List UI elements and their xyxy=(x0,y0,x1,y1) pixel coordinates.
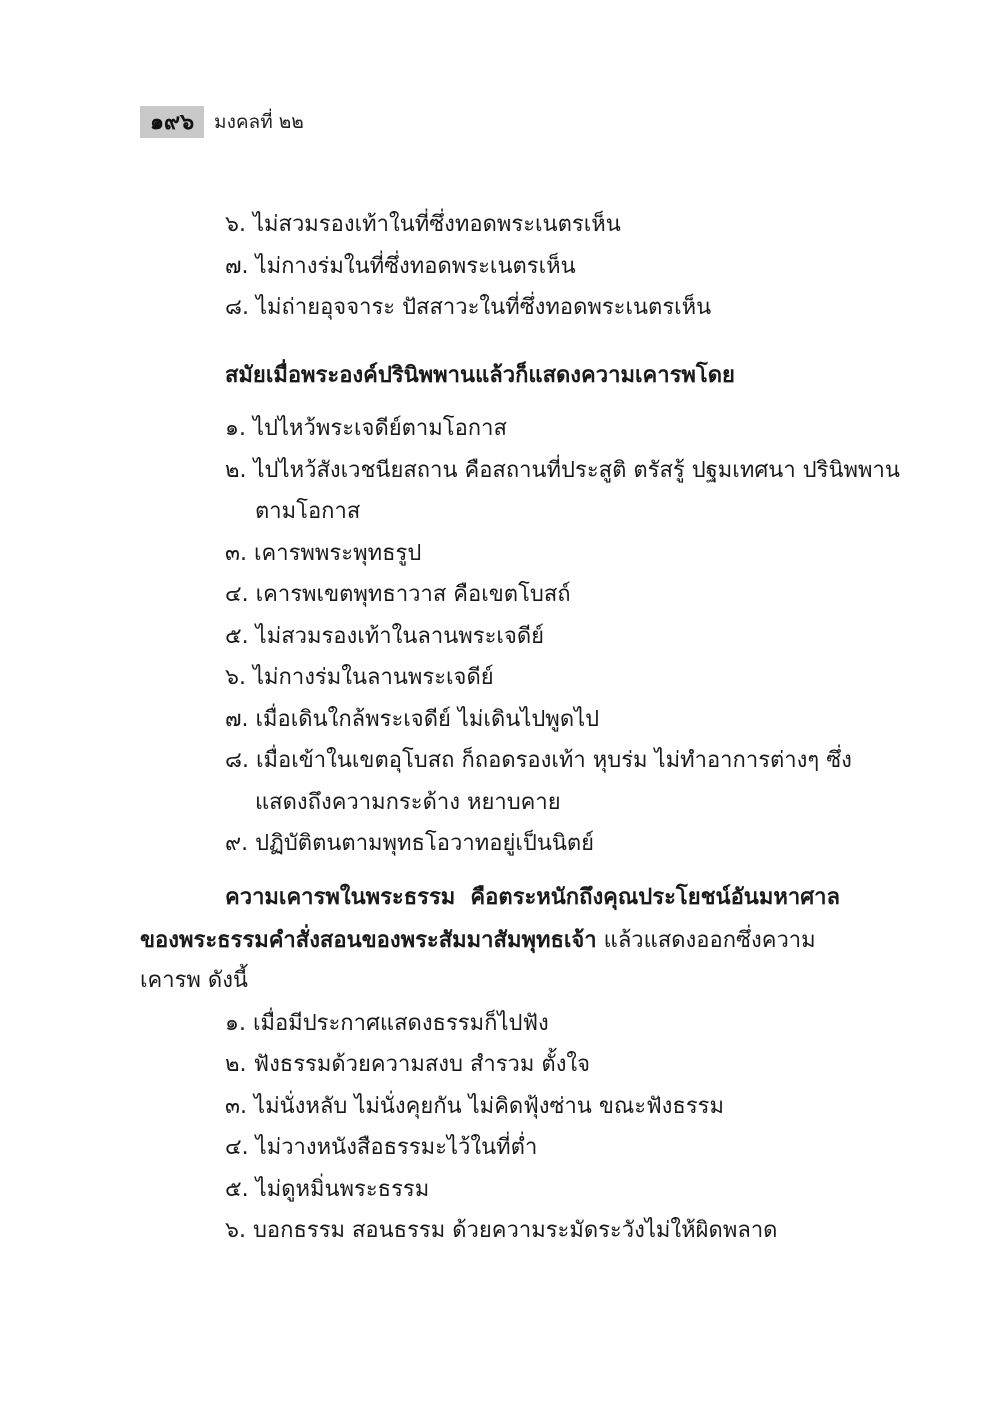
paragraph-bold-text: ของพระธรรมคำสั่งสอนของพระสัมมาสัมพุทธเจ้า xyxy=(140,927,597,953)
paragraph-line-2 xyxy=(140,924,840,957)
list-item: ๖. ไม่กางร่มในลานพระเจดีย์ xyxy=(225,665,494,690)
list-item: ๒. ฟังธรรมด้วยความสงบ สำรวม ตั้งใจ xyxy=(225,1052,591,1077)
list-item: ๓. ไม่นั่งหลับ ไม่นั่งคุยกัน ไม่คิดฟุ้งซ่าน ขณะฟังธรรม xyxy=(225,1094,724,1119)
list-item: ๔. เคารพเขตพุทธาวาส คือเขตโบสถ์ xyxy=(225,582,571,607)
list-item: ๗. เมื่อเดินใกล้พระเจดีย์ ไม่เดินไปพูดไป xyxy=(225,707,600,732)
list-item: ๔. ไม่วางหนังสือธรรมะไว้ในที่ต่ำ xyxy=(225,1135,538,1160)
list-item: ๕. ไม่สวมรองเท้าในลานพระเจดีย์ xyxy=(225,624,545,649)
list-item: ๘. ไม่ถ่ายอุจจาระ ปัสสาวะในที่ซึ่งทอดพระเนตรเห็น xyxy=(225,295,712,320)
paragraph-bold-text: ความเคารพในพระธรรม คือตระหนักถึงคุณประโยชน์อันมหาศาล xyxy=(225,884,840,910)
list-item: ๖. ไม่สวมรองเท้าในที่ซึ่งทอดพระเนตรเห็น xyxy=(225,212,621,237)
page-number: ๑๙๖ xyxy=(140,106,204,138)
list-item: ๒. ไปไหว้สังเวชนียสถาน คือสถานที่ประสูติ ตรัสรู้ ปฐมเทศนา ปรินิพพาน xyxy=(225,458,900,483)
paragraph-line-3: เคารพ ดังนี้ xyxy=(140,968,248,993)
list-item: ๑. ไปไหว้พระเจดีย์ตามโอกาส xyxy=(225,416,507,441)
paragraph-line-1 xyxy=(140,881,840,914)
list-item-continuation: แสดงถึงความกระด้าง หยาบคาย xyxy=(255,790,561,815)
section-heading: สมัยเมื่อพระองค์ปรินิพพานแล้วก็แสดงความเคารพโดย xyxy=(225,362,735,388)
page-header xyxy=(140,106,304,138)
list-item-continuation: ตามโอกาส xyxy=(255,499,361,524)
list-item: ๙. ปฏิบัติตนตามพุทธโอวาทอยู่เป็นนิตย์ xyxy=(225,831,595,856)
chapter-title: มงคลที่ ๒๒ xyxy=(214,111,304,133)
list-item: ๕. ไม่ดูหมิ่นพระธรรม xyxy=(225,1177,430,1202)
list-item: ๑. เมื่อมีประกาศแสดงธรรมก็ไปฟัง xyxy=(225,1011,549,1036)
list-item: ๓. เคารพพระพุทธรูป xyxy=(225,541,422,566)
list-item: ๘. เมื่อเข้าในเขตอุโบสถ ก็ถอดรองเท้า หุบร่ม ไม่ทำอาการต่างๆ ซึ่ง xyxy=(225,748,852,773)
paragraph-text: แล้วแสดงออกซึ่งความ xyxy=(596,928,816,953)
list-item: ๖. บอกธรรม สอนธรรม ด้วยความระมัดระวังไม่ให้ผิดพลาด xyxy=(225,1218,778,1243)
list-item: ๗. ไม่กางร่มในที่ซึ่งทอดพระเนตรเห็น xyxy=(225,254,576,279)
